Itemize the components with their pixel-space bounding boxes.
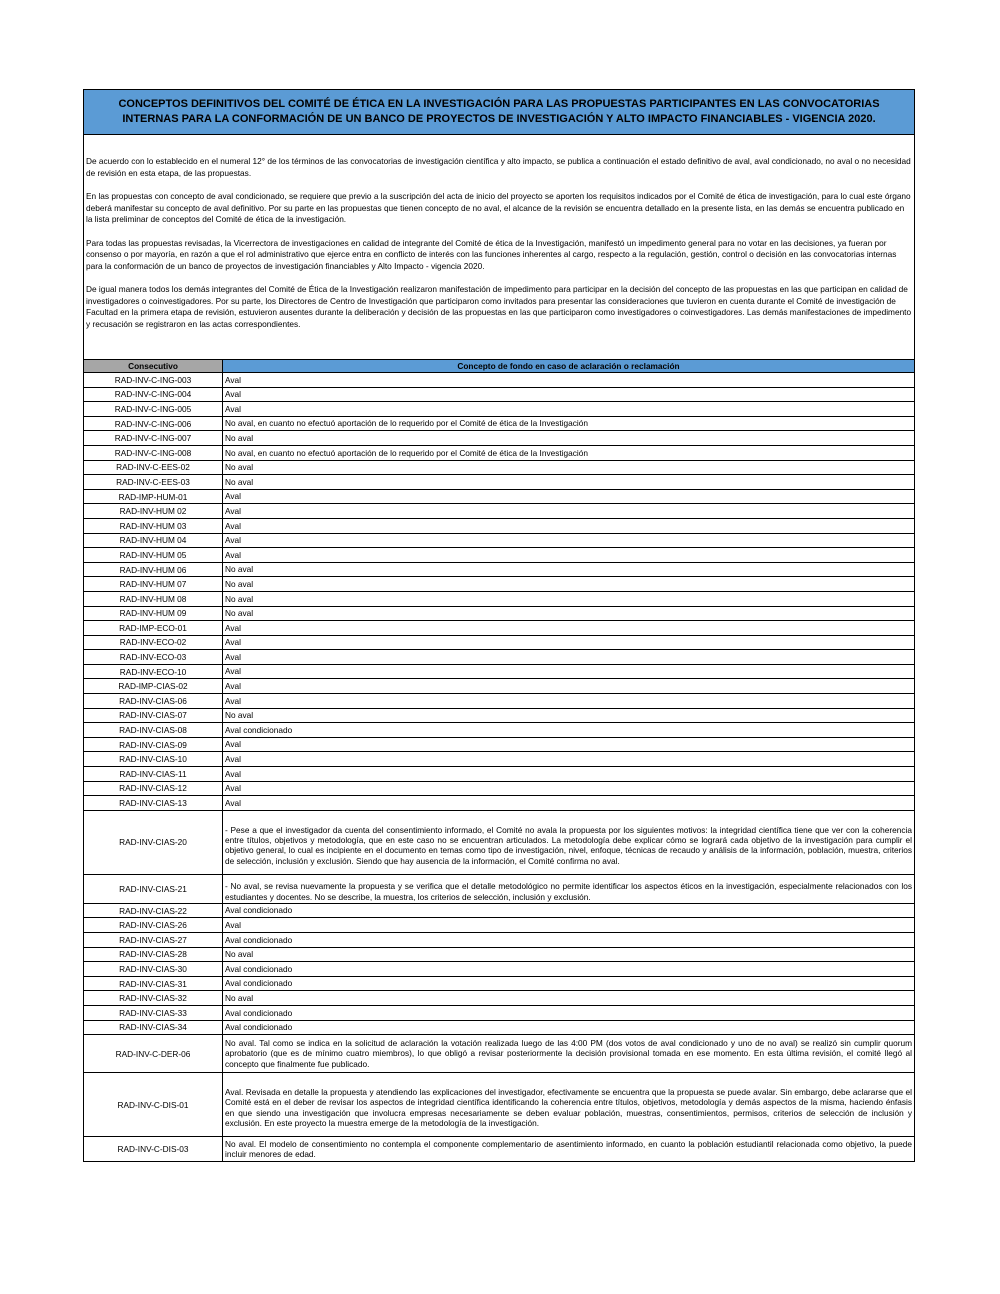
table-row [84,962,915,977]
consecutivo-cell: RAD-INV-CIAS-27 [84,933,223,948]
consecutivo-cell: RAD-INV-CIAS-34 [84,1020,223,1035]
table-row [84,533,915,548]
concepto-cell: No aval, en cuanto no efectuó aportación de lo requerido por el Comité de ética de la Investigación [223,416,915,431]
concepto-cell: No aval. Tal como se indica en la solicitud de aclaración la votación realizada luego de las 4:00 PM (dos votos de aval condicionado y uno de no aval) se realizó sin cumplir quorum aprobatorio (que es de mínimo cuatro miembros), lo que obligó a revisar posteriormente la decisión provisional tomada en ese momento. En esta última revisión, el comité llegó al concepto que finalmente fue publicado. [223,1035,915,1073]
table-row [84,991,915,1006]
concepto-cell: - Pese a que el investigador da cuenta del consentimiento informado, el Comité no avala la propuesta por los siguientes motivos: la integridad científica tiene que ver con la coherencia entre títulos, objetivos y metodología, que en este caso no se encuentran articulados. La metodología debe explicar cómo se logrará cada objetivo de la investigación para cumplir el objetivo general, lo cual es incipiente en el documento en temas como tipo de investigación, nivel, enfoque, técnicas de recaudo y análisis de la información, población, muestra, criterios de selección, inclusión y exclusión. Siendo que hay ausencia de la información, el Comité confirma no aval. [223,810,915,874]
consecutivo-cell: RAD-INV-C-ING-003 [84,373,223,388]
consecutivo-cell: RAD-INV-CIAS-07 [84,708,223,723]
table-row [84,737,915,752]
consecutivo-cell: RAD-INV-ECO-10 [84,664,223,679]
table-row [84,1137,915,1162]
intro-paragraph: De igual manera todos los demás integrantes del Comité de Ética de la Investigación realizaron manifestación de impedimento para participar en la decisión del concepto de las propuestas en las que participan en calidad de investigadores o coinvestigadores. Por su parte, los Directores de Centro de Investigación que participaron como invitados para presentar las consideraciones que tuvieron en cuenta durante el Comité de investigación de Facultad en la primera etapa de revisión, estuvieron ausentes durante la deliberación y decisión de las propuestas en las que participaron como investigadores o coinvestigadores. Las demás manifestaciones de impedimento y recusación se registraron en las actas correspondientes. [86,284,912,329]
concepto-cell: No aval, en cuanto no efectuó aportación de lo requerido por el Comité de ética de la Investigación [223,445,915,460]
concepto-cell: No aval [223,460,915,475]
table-row [84,781,915,796]
table-row [84,387,915,402]
consecutivo-cell: RAD-INV-HUM 06 [84,562,223,577]
table-row [84,874,915,903]
concepto-cell: Aval [223,548,915,563]
concepto-cell: Aval [223,664,915,679]
concepto-cell: No aval. El modelo de consentimiento no contempla el componente complementario de asentimiento informado, en cuanto la población estudiantil relacionada como objetivo, la puede incluir menores de edad. [223,1137,915,1162]
concepto-cell: Aval [223,752,915,767]
concepto-cell: Aval condicionado [223,976,915,991]
concepto-cell: Aval [223,387,915,402]
consecutivo-cell: RAD-INV-HUM 08 [84,591,223,606]
concepto-cell: No aval [223,708,915,723]
table-row [84,518,915,533]
concepto-cell: No aval [223,606,915,621]
consecutivo-cell: RAD-INV-C-ING-008 [84,445,223,460]
table-row [84,810,915,874]
table-row [84,1035,915,1073]
title-line-2: INTERNAS PARA LA CONFORMACIÓN DE UN BANCO DE PROYECTOS DE INVESTIGACIÓN Y ALTO IMPACTO FINANCIABLES - VIGENCIA 2020. [122,113,876,125]
concepto-cell: Aval [223,504,915,519]
consecutivo-cell: RAD-INV-CIAS-06 [84,694,223,709]
table-row [84,752,915,767]
consecutivo-cell: RAD-INV-HUM 05 [84,548,223,563]
concepto-cell: Aval [223,918,915,933]
concepto-cell: Aval [223,796,915,811]
concepto-cell: Aval [223,621,915,636]
concepto-cell: No aval [223,991,915,1006]
table-row [84,664,915,679]
concepto-cell: Aval condicionado [223,723,915,738]
concepto-cell: Aval [223,489,915,504]
table-row [84,933,915,948]
table-row [84,445,915,460]
table-row [84,1073,915,1137]
document-sheet [83,89,915,1162]
intro-paragraph: Para todas las propuestas revisadas, la Vicerrectora de investigaciones en calidad de integrante del Comité de ética de la Investigación, manifestó un impedimento general para no votar en las decisiones, ya fueran por consenso o por mayoría, en razón a que el rol administrativo que ejerce entra en conflicto de interés con las funciones inherentes al cargo, respecto a la regulación, gestión, control o decisión en las convocatorias internas para la conformación de un banco de proyectos de investigación financiables y Alto Impacto - vigencia 2020. [86,237,897,271]
consecutivo-cell: RAD-INV-CIAS-20 [84,810,223,874]
table-row [84,591,915,606]
consecutivo-cell: RAD-INV-C-ING-005 [84,402,223,417]
table-row [84,947,915,962]
consecutivo-cell: RAD-INV-ECO-03 [84,650,223,665]
table-row [84,976,915,991]
title-line-1: CONCEPTOS DEFINITIVOS DEL COMITÉ DE ÉTICA EN LA INVESTIGACIÓN PARA LAS PROPUESTAS PARTICIPANTES EN LAS CONVOCATORIAS [118,98,880,110]
concepto-cell: Aval [223,679,915,694]
table-row [84,723,915,738]
table-row [84,903,915,918]
column-header-consecutivo: Consecutivo [84,360,223,373]
consecutivo-cell: RAD-INV-C-ING-007 [84,431,223,446]
table-row [84,562,915,577]
table-row [84,504,915,519]
table-row [84,431,915,446]
concepto-cell: Aval [223,373,915,388]
concepto-cell: No aval [223,577,915,592]
concepto-cell: No aval [223,431,915,446]
title-banner [83,89,915,135]
concepto-cell: Aval [223,533,915,548]
concepto-cell: Aval condicionado [223,1005,915,1020]
consecutivo-cell: RAD-INV-C-EES-02 [84,460,223,475]
consecutivo-cell: RAD-INV-CIAS-26 [84,918,223,933]
consecutivo-cell: RAD-INV-CIAS-09 [84,737,223,752]
concepto-cell: Aval [223,518,915,533]
consecutivo-cell: RAD-INV-HUM 07 [84,577,223,592]
consecutivo-cell: RAD-IMP-ECO-01 [84,621,223,636]
consecutivo-cell: RAD-INV-HUM 04 [84,533,223,548]
concepto-cell: No aval [223,947,915,962]
consecutivo-cell: RAD-INV-C-DER-06 [84,1035,223,1073]
consecutivo-cell: RAD-INV-CIAS-22 [84,903,223,918]
table-row [84,679,915,694]
intro-paragraph: De acuerdo con lo establecido en el numeral 12° de los términos de las convocatorias de investigación científica y alto impacto, se publica a continuación el estado definitivo de aval, aval condicionado, no aval o no necesidad de revisión en esta etapa, de las propuestas. [86,156,911,178]
table-row [84,402,915,417]
consecutivo-cell: RAD-INV-CIAS-32 [84,991,223,1006]
consecutivo-cell: RAD-INV-HUM 02 [84,504,223,519]
consecutivo-cell: RAD-INV-CIAS-12 [84,781,223,796]
concepto-cell: No aval [223,591,915,606]
consecutivo-cell: RAD-IMP-CIAS-02 [84,679,223,694]
consecutivo-cell: RAD-INV-CIAS-33 [84,1005,223,1020]
consecutivo-cell: RAD-INV-CIAS-21 [84,874,223,903]
table-row [84,708,915,723]
concepto-cell: No aval [223,562,915,577]
table-row [84,475,915,490]
consecutivo-cell: RAD-INV-CIAS-10 [84,752,223,767]
concepto-cell: Aval condicionado [223,1020,915,1035]
table-row [84,577,915,592]
table-row [84,1005,915,1020]
concepto-cell: Aval condicionado [223,962,915,977]
consecutivo-cell: RAD-INV-C-EES-03 [84,475,223,490]
concepto-cell: Aval [223,694,915,709]
table-row [84,460,915,475]
concepto-cell: Aval [223,737,915,752]
concepts-table [83,359,915,1162]
concepto-cell: Aval condicionado [223,903,915,918]
table-row [84,767,915,782]
table-row [84,635,915,650]
intro-paragraph: En las propuestas con concepto de aval condicionado, se requiere que previo a la suscripción del acta de inicio del proyecto se aporten los requisitos indicados por el Comité de ética de investigación, para lo cual este órgano deberá manifestar su concepto de aval definitivo. Por su parte en las propuestas que tienen concepto de no aval, el alcance de la revisión se encuentra detallado en la presente lista, en las demás se encuentra publicado en la lista preliminar de conceptos del Comité de ética de la investigación. [86,191,911,224]
table-row [84,489,915,504]
consecutivo-cell: RAD-INV-ECO-02 [84,635,223,650]
consecutivo-cell: RAD-INV-C-DIS-01 [84,1073,223,1137]
consecutivo-cell: RAD-INV-CIAS-31 [84,976,223,991]
consecutivo-cell: RAD-INV-CIAS-11 [84,767,223,782]
table-row [84,796,915,811]
concepto-cell: Aval. Revisada en detalle la propuesta y atendiendo las explicaciones del investigador, efectivamente se encuentra que la propuesta se puede avalar. Sin embargo, debe aclararse que el Comité está en el deber de revisar los aspectos de integridad científica identificando la coherencia entre títulos, objetivos, metodología y demás aspectos de la misma, haciendo énfasis en que siendo una investigación que involucra empresas necesariamente se deben evaluar población, muestras, consentimientos, permisos, criterios de selección de inclusión y exclusión. En este proyecto la muestra emerge de la metodología de la investigación. [223,1073,915,1137]
column-header-concepto: Concepto de fondo en caso de aclaración o reclamación [223,360,915,373]
consecutivo-cell: RAD-INV-CIAS-08 [84,723,223,738]
concepto-cell: No aval [223,475,915,490]
consecutivo-cell: RAD-IMP-HUM-01 [84,489,223,504]
table-row [84,606,915,621]
concepto-cell: Aval [223,781,915,796]
consecutivo-cell: RAD-INV-CIAS-13 [84,796,223,811]
concepto-cell: - No aval, se revisa nuevamente la propuesta y se verifica que el detalle metodológico no permite identificar los aspectos éticos en la investigación, especialmente relacionados con los estudiantes y docentes. No se describe, la muestra, los criterios de selección, inclusión y exclusión. [223,874,915,903]
table-row [84,1020,915,1035]
consecutivo-cell: RAD-INV-CIAS-30 [84,962,223,977]
intro-section [83,135,915,359]
table-row [84,621,915,636]
concepto-cell: Aval condicionado [223,933,915,948]
concepto-cell: Aval [223,402,915,417]
table-row [84,548,915,563]
table-row [84,650,915,665]
consecutivo-cell: RAD-INV-C-ING-006 [84,416,223,431]
table-row [84,373,915,388]
consecutivo-cell: RAD-INV-CIAS-28 [84,947,223,962]
concepto-cell: Aval [223,635,915,650]
concepto-cell: Aval [223,767,915,782]
table-row [84,918,915,933]
table-row [84,694,915,709]
consecutivo-cell: RAD-INV-C-DIS-03 [84,1137,223,1162]
table-row [84,416,915,431]
consecutivo-cell: RAD-INV-HUM 09 [84,606,223,621]
consecutivo-cell: RAD-INV-C-ING-004 [84,387,223,402]
concepto-cell: Aval [223,650,915,665]
consecutivo-cell: RAD-INV-HUM 03 [84,518,223,533]
